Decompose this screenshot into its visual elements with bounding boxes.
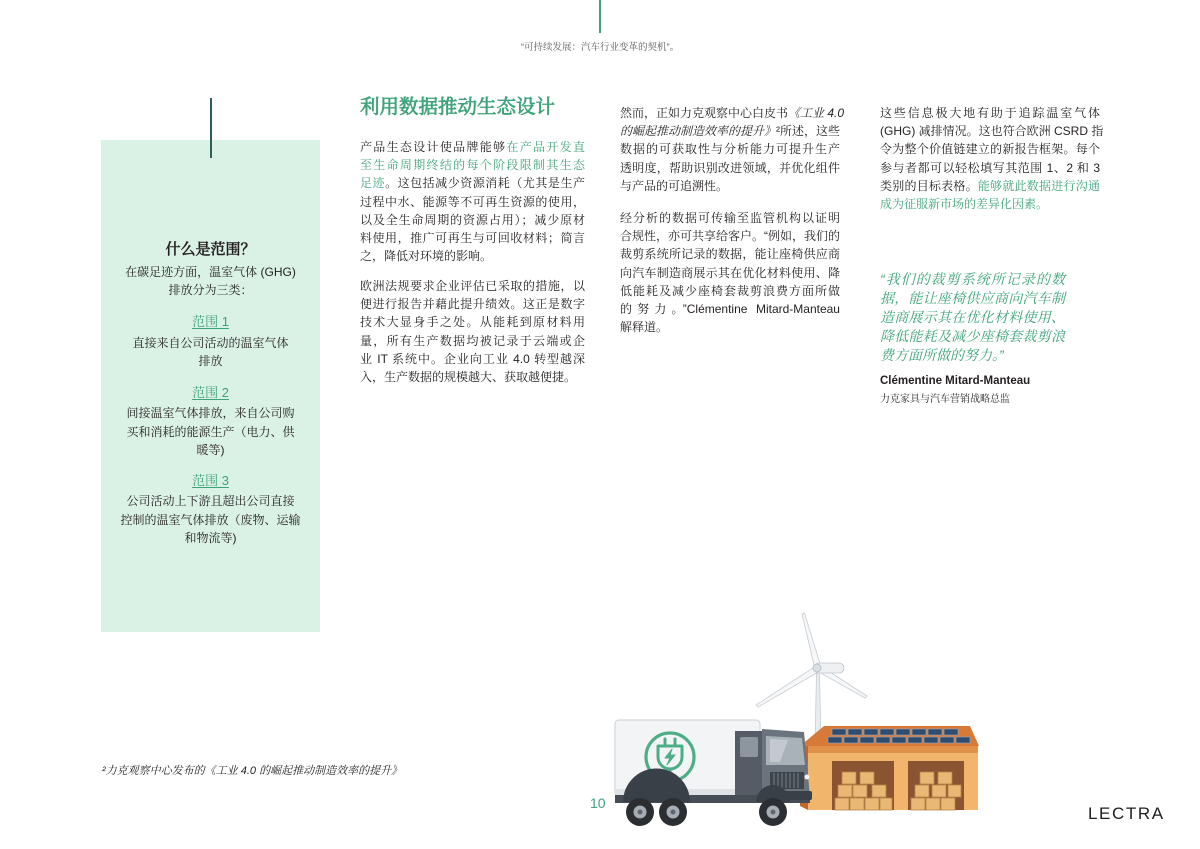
text-line: [101, 263, 320, 281]
sidebar-intro: [101, 263, 320, 299]
text-line: [360, 156, 585, 174]
col-a-paragraph-2: [360, 277, 585, 386]
text-run: 然而，正如力克观察中心白皮书: [620, 106, 789, 120]
scope-3-label-text: 范围 3: [192, 473, 229, 488]
text-line: [620, 264, 840, 282]
text-run: 欧洲法规要求企业评估已采取的措施，以: [360, 279, 585, 293]
text-line: [880, 346, 1065, 365]
text-run: “我们的裁剪系统所记录的数: [880, 271, 1065, 287]
text-run: 据，能让座椅供应商向汽车制: [880, 290, 1065, 306]
brand-logo: LECTRA: [1088, 804, 1165, 823]
highlight-text: 至生命周期终结的每个阶段限制其生态: [360, 158, 585, 173]
text-line: [101, 492, 320, 511]
text-run: 以及全生命周期的资源占用）；减少原材: [360, 212, 585, 227]
text-line: [880, 327, 1065, 346]
text-line: [360, 277, 585, 295]
text-run: 。这包括减少资源消耗（尤其是生产: [385, 176, 585, 191]
text-line: [101, 423, 320, 442]
text-run: 这些信息极大地有助于追踪温室气体: [880, 106, 1100, 120]
text-run: 向汽车制造商展示其在优化材料使用、降: [620, 265, 840, 280]
text-line: [620, 209, 840, 227]
sidebar-rule: [210, 98, 212, 158]
text-line: [620, 282, 840, 300]
text-line: [620, 122, 840, 140]
col-a-paragraph-1: [360, 138, 585, 265]
scope-sidebar: [101, 140, 320, 632]
text-run: 入，生产数据的规模越大、获取越便捷。: [360, 370, 577, 385]
text-run: 料使用，推广可再生与可回收材料；简言: [360, 231, 585, 246]
top-rule: [599, 0, 601, 33]
col-b-paragraph-1: [620, 104, 845, 195]
scope-2-label: [101, 384, 320, 402]
electric-truck-icon: [615, 720, 812, 826]
warehouse-icon: [800, 726, 979, 810]
text-line: [360, 174, 585, 192]
text-run: 费方面所做的努力。”: [880, 347, 1004, 363]
italic-text: 的崛起推动制造效率的提升》: [620, 124, 777, 139]
text-run: 量，所有生产数据均被记录于云端或企: [360, 333, 585, 348]
text-run: 与产品的可追溯性。: [620, 178, 729, 193]
text-run: 产品生态设计使品牌能够: [360, 140, 507, 154]
text-line: [880, 140, 1100, 158]
highlight-text: 成为征服新市场的差异化因素。: [880, 197, 1049, 212]
text-line: [360, 368, 585, 386]
text-line: [880, 104, 1100, 122]
text-line: [880, 122, 1104, 140]
scope-1-label-text: 范围 1: [192, 314, 229, 329]
scope-3-label: [101, 472, 320, 490]
scope-1-description: [101, 334, 320, 370]
text-line: [360, 332, 585, 350]
text-line: [620, 245, 840, 263]
text-run: 在碳足迹方面，温室气体 (GHG): [125, 265, 296, 279]
text-run: (GHG) 减排情况。这也符合欧洲 CSRD 指: [880, 124, 1104, 139]
text-line: [101, 511, 320, 530]
text-line: [360, 350, 585, 368]
text-line: [360, 313, 585, 331]
text-run: 排放分为三类：: [168, 283, 253, 297]
text-run: 排放: [198, 354, 223, 368]
text-line: [101, 529, 320, 548]
text-run: 便进行报告并藉此提升绩效。这正是数字: [360, 297, 585, 312]
text-line: [101, 404, 320, 423]
text-run: 降低能耗及减少座椅套裁剪浪: [880, 328, 1065, 344]
highlight-text: 能够就此数据进行沟通: [977, 178, 1100, 193]
text-line: [620, 318, 840, 336]
italic-text: 《工业 4.0: [788, 106, 845, 120]
text-line: [620, 300, 840, 318]
quote-author: Clémentine Mitard-Manteau: [880, 375, 1031, 387]
text-run: 解释道。: [620, 320, 669, 335]
col-b-paragraph-2: [620, 209, 840, 336]
text-line: [880, 270, 1065, 289]
text-line: [880, 308, 1065, 327]
section-heading: 利用数据推动生态设计: [360, 96, 556, 118]
col-c-paragraph-1: [880, 104, 1104, 213]
page-number: 10: [590, 795, 606, 811]
text-run: 和物流等): [184, 531, 237, 545]
footnote: ²力克观察中心发布的《工业 4.0 的崛起推动制造效率的提升》: [102, 765, 403, 777]
text-line: [620, 159, 840, 177]
text-run: 控制的温室气体排放（废物、运输: [120, 512, 301, 527]
text-run: 参与者都可以轻松填写其范围 1、2 和 3: [880, 160, 1100, 175]
text-run: 间接温室气体排放，来自公司购: [126, 406, 295, 420]
text-line: [360, 193, 585, 211]
text-run: 透明度，帮助识别改进领域，并优化组件: [620, 160, 840, 175]
quote-author-title: 力克家具与汽车营销战略总监: [880, 394, 1010, 405]
text-line: [880, 289, 1065, 308]
text-run: 低能耗及减少座椅套裁剪浪费方面所做: [620, 283, 840, 298]
text-line: [101, 352, 320, 370]
illustration-truck-warehouse: [610, 605, 980, 835]
text-run: 过程中水、能源等不可再生资源的使用，: [360, 194, 585, 209]
text-line: [360, 138, 585, 156]
text-line: [101, 281, 320, 299]
text-run: 之，降低对环境的影响。: [360, 249, 493, 264]
text-run: 令为整个价值链建立的新报告框架。每个: [880, 142, 1100, 157]
pull-quote: [880, 270, 1065, 365]
text-line: [880, 177, 1100, 195]
highlight-text: 在产品开发直: [506, 140, 585, 154]
text-line: [360, 295, 585, 313]
text-line: [620, 104, 845, 122]
scope-2-description: [101, 404, 320, 460]
text-run: 类别的目标表格。: [880, 178, 978, 193]
sidebar-title: 什么是范围？: [165, 241, 256, 258]
text-run: 合规性，亦可共享给客户。“例如，我们的: [620, 229, 840, 244]
text-line: [620, 177, 840, 195]
scope-2-label-text: 范围 2: [192, 385, 229, 400]
text-run: 裁剪系统所记录的数据，能让座椅供应商: [620, 247, 840, 262]
running-title: “可持续发展：汽车行业变革的契机”。: [520, 42, 680, 53]
text-run: 技术大显身手之处。从能耗到原材料用: [360, 315, 585, 330]
text-line: [360, 229, 585, 247]
text-line: [620, 227, 840, 245]
text-run: 的努力。”Clémentine Mitard-Manteau: [620, 302, 840, 317]
text-run: 造商展示其在优化材料使用、: [880, 309, 1065, 325]
text-run: ²所述，这些: [776, 124, 841, 139]
text-run: 数据的可获取性与分析能力可提升生产: [620, 142, 840, 157]
scope-3-description: [101, 492, 320, 548]
text-run: 公司活动上下游且超出公司直接: [126, 494, 295, 508]
text-run: 暖等): [196, 443, 225, 457]
text-line: [360, 247, 585, 265]
text-run: 买和消耗的能源生产（电力、供: [126, 424, 295, 439]
text-line: [101, 441, 320, 460]
scope-1-label: [101, 313, 320, 331]
text-run: 直接来自公司活动的温室气体: [132, 336, 289, 350]
text-line: [101, 334, 320, 352]
text-line: [880, 195, 1100, 213]
text-run: 业 IT 系统中。企业向工业 4.0 转型越深: [360, 351, 585, 366]
highlight-text: 足迹: [360, 176, 386, 191]
text-run: 经分析的数据可传输至监管机构以证明: [620, 211, 840, 225]
text-line: [360, 211, 585, 229]
text-line: [880, 159, 1100, 177]
text-line: [620, 140, 840, 158]
